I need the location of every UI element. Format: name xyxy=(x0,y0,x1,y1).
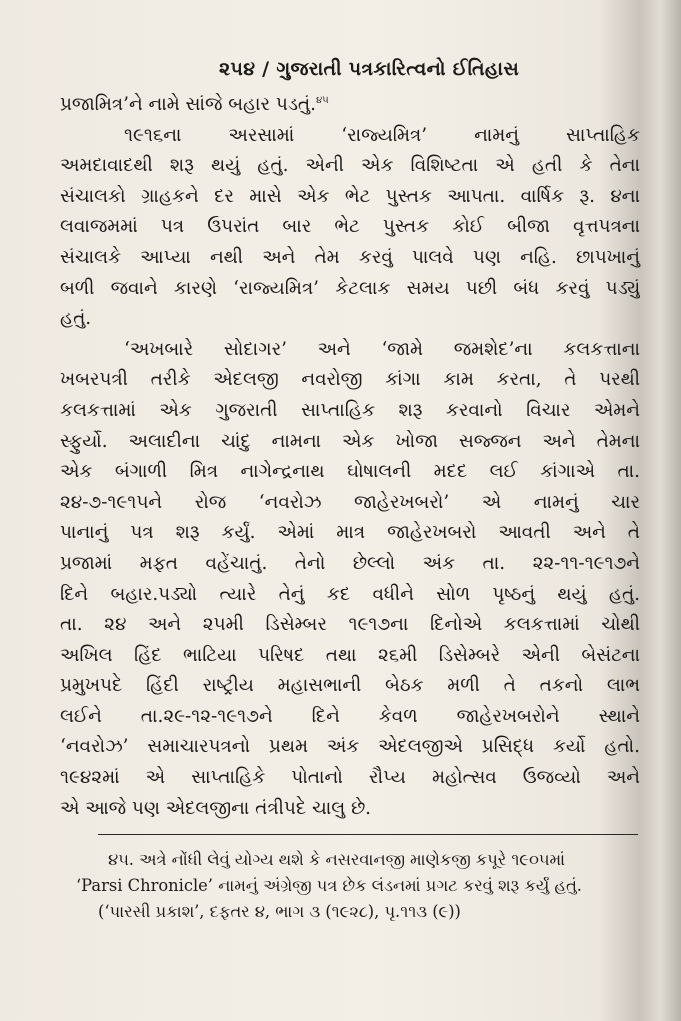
body-line: તા. ૨૪ અને ૨૫મી ડિસેમ્બર ૧૯૧૭ના દિનોએ કલકત્તામાં ચોથી xyxy=(60,614,640,636)
body-line: એક બંગાળી મિત્ર નાગેન્દ્રનાથ ઘોષાલની મદદ લઈ કાંગાએ તા. xyxy=(60,461,640,483)
body-line: સંચાલકે આપ્યા નથી અને તેમ કરવું પાલવે પણ નહિ. છાપખાનું xyxy=(60,246,640,268)
body-line: દિને બહાર.પડ્યો ત્યારે તેનું કદ વધીને સોળ પૃષ્ઠનું થયું હતું. xyxy=(60,583,640,605)
body-line: પ્રજામાં મફત વહેંચાતું. તેનો છેલ્લો અંક તા. ૨૨-૧૧-૧૯૧૭ને xyxy=(60,552,640,574)
body-line: સ્ફુર્યો. અલાદીના ચાંદુ નામના એક ખોજા સજ્જન અને તેમના xyxy=(60,430,640,452)
body-line: લવાજમમાં પત્ર ઉપરાંત બાર ભેટ પુસ્તક કોઈ બીજા વૃત્તપત્રના xyxy=(60,216,640,238)
body-line: સંચાલકો ગ્રાહકને દર માસે એક ભેટ પુસ્તક આપતા. વાર્ષિક રૂ. ૪ના xyxy=(60,185,640,207)
body-line: અખિલ હિંદ ભાટિયા પરિષદ તથા ૨૬મી ડિસેમ્બરે એની બેસંટના xyxy=(60,644,640,666)
body-line: ‘અખબારે સોદાગર’ અને ‘જામે જમશેદ’ના કલકત્તાના xyxy=(124,338,640,360)
body-line: ૨૪-૭-૧૯૧૫ને રોજ ‘નવરોઝ જાહેરખબરો’ એ નામનું ચાર xyxy=(60,491,640,513)
footnote-line: ૪૫. અત્રે નોંધી લેવું યોગ્ય થશે કે નસરવાનજી માણેકજી કપૂરે ૧૯૦૫માં xyxy=(108,850,565,870)
body-line xyxy=(60,90,640,121)
body-line: બળી જવાને કારણે ‘રાજ્યમિત્ર’ કેટલાક સમય પછી બંધ કરવું પડ્યું xyxy=(60,277,640,299)
body-line: ૧૯૧૬ના અરસામાં ‘રાજ્યમિત્ર’ નામનું સાપ્તાહિક xyxy=(124,124,640,146)
body-line: પાનાનું પત્ર શરૂ કર્યું. એમાં માત્ર જાહેરખબરો આવતી અને તે xyxy=(60,522,640,544)
footnote-line: ‘Parsi Chronicle’ નામનું અંગ્રેજી પત્ર છેક લંડનમાં પ્રગટ કરવું શરૂ કર્યું હતું. xyxy=(76,876,582,896)
running-head: ૨૫૪ / ગુજરાતી પત્રકારિત્વનો ઈતિહાસ xyxy=(218,58,520,80)
body-line: ૧૯૪૨માં એ સાપ્તાહિકે પોતાનો રૌપ્ય મહોત્સવ ઉજવ્યો અને xyxy=(60,767,640,789)
footnote-reference: ૪૫ xyxy=(315,94,329,106)
body-text: પ્રજામિત્ર’ને નામે સાંજે બહાર પડતું. xyxy=(60,94,316,115)
body-line: અમદાવાદથી શરૂ થયું હતું. એની એક વિશિષ્ટતા એ હતી કે તેના xyxy=(60,155,640,177)
body-line: ખબરપત્રી તરીકે એદલજી નવરોજી કાંગા કામ કરતા, તે પરથી xyxy=(60,369,640,391)
body-line: લઈને તા.૨૯-૧૨-૧૯૧૭ને દિને કેવળ જાહેરખબરોને સ્થાને xyxy=(60,705,640,727)
footnote-line: (‘પારસી પ્રકાશ’, દફતર ૪, ભાગ ૩ (૧૯૨૮), પૃ.૧૧૩ (૯)) xyxy=(98,902,461,922)
body-line: હતું. xyxy=(60,308,92,330)
page-content xyxy=(60,58,640,925)
body-line: પ્રમુખપદે હિંદી રાષ્ટ્રીય મહાસભાની બેઠક મળી તે તકનો લાભ xyxy=(60,675,640,697)
footnote-divider xyxy=(98,834,638,835)
body-line: કલકત્તામાં એક ગુજરાતી સાપ્તાહિક શરૂ કરવાનો વિચાર એમને xyxy=(60,399,640,421)
body-line: એ આજે પણ એદલજીના તંત્રીપદે ચાલુ છે. xyxy=(60,797,372,819)
body-line: ‘નવરોઝ’ સમાચારપત્રનો પ્રથમ અંક એદલજીએ પ્રસિદ્ધ કર્યો હતો. xyxy=(60,736,640,758)
